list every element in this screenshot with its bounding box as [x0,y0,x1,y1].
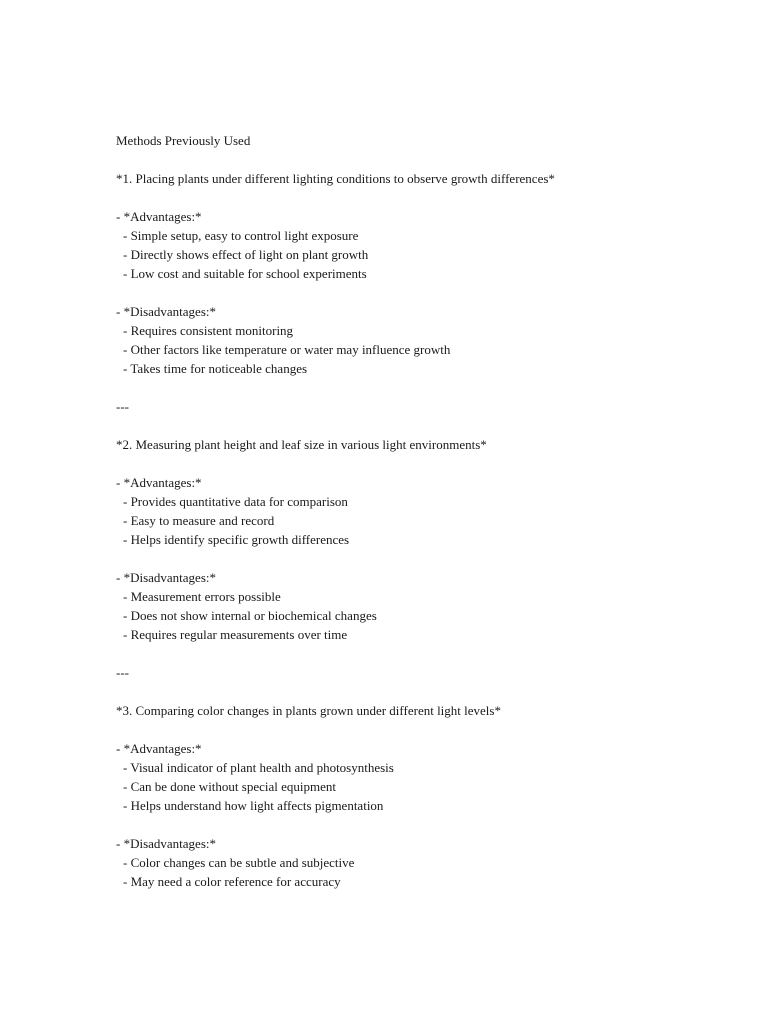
blank-line [116,378,736,397]
method-1-advantage-item: - Low cost and suitable for school experiments [123,266,367,281]
blank-line [116,416,736,435]
method-1-disadvantages-label: - *Disadvantages:* [116,304,217,319]
method-3-heading: *3. Comparing color changes in plants grown under different light levels* [116,703,501,718]
method-1-disadvantage-item: - Takes time for noticeable changes [123,361,308,376]
method-1-advantages-label: - *Advantages:* [116,209,202,224]
blank-line [116,682,736,701]
method-2-advantages-label: - *Advantages:* [116,475,202,490]
blank-line [116,188,736,207]
blank-line [116,150,736,169]
method-1-advantage-item: - Simple setup, easy to control light exposure [123,228,359,243]
method-1-disadvantage-item: - Requires consistent monitoring [123,323,294,338]
section-separator: --- [116,665,129,680]
method-2-advantage-item: - Easy to measure and record [123,513,275,528]
blank-line [116,454,736,473]
method-2-disadvantage-item: - Does not show internal or biochemical changes [123,608,377,623]
method-3-advantages-label: - *Advantages:* [116,741,202,756]
method-3-advantage-item: - Visual indicator of plant health and photosynthesis [123,760,394,775]
blank-line [116,644,736,663]
method-3-disadvantage-item: - Color changes can be subtle and subjective [123,855,355,870]
blank-line [116,720,736,739]
method-1-heading: *1. Placing plants under different lighting conditions to observe growth differences* [116,171,555,186]
method-2-disadvantages-label: - *Disadvantages:* [116,570,217,585]
blank-line [116,549,736,568]
document-title: Methods Previously Used [116,133,251,148]
method-1-disadvantage-item: - Other factors like temperature or water may influence growth [123,342,451,357]
method-2-heading: *2. Measuring plant height and leaf size in various light environments* [116,437,487,452]
method-1-advantage-item: - Directly shows effect of light on plant growth [123,247,369,262]
document-body [116,131,736,891]
method-3-disadvantage-item: - May need a color reference for accuracy [123,874,341,889]
method-2-disadvantage-item: - Measurement errors possible [123,589,281,604]
blank-line [116,283,736,302]
method-3-advantage-item: - Helps understand how light affects pigmentation [123,798,384,813]
section-separator: --- [116,399,129,414]
method-2-disadvantage-item: - Requires regular measurements over time [123,627,348,642]
method-2-advantage-item: - Helps identify specific growth differences [123,532,350,547]
method-3-advantage-item: - Can be done without special equipment [123,779,337,794]
blank-line [116,815,736,834]
method-2-advantage-item: - Provides quantitative data for comparison [123,494,348,509]
method-3-disadvantages-label: - *Disadvantages:* [116,836,217,851]
